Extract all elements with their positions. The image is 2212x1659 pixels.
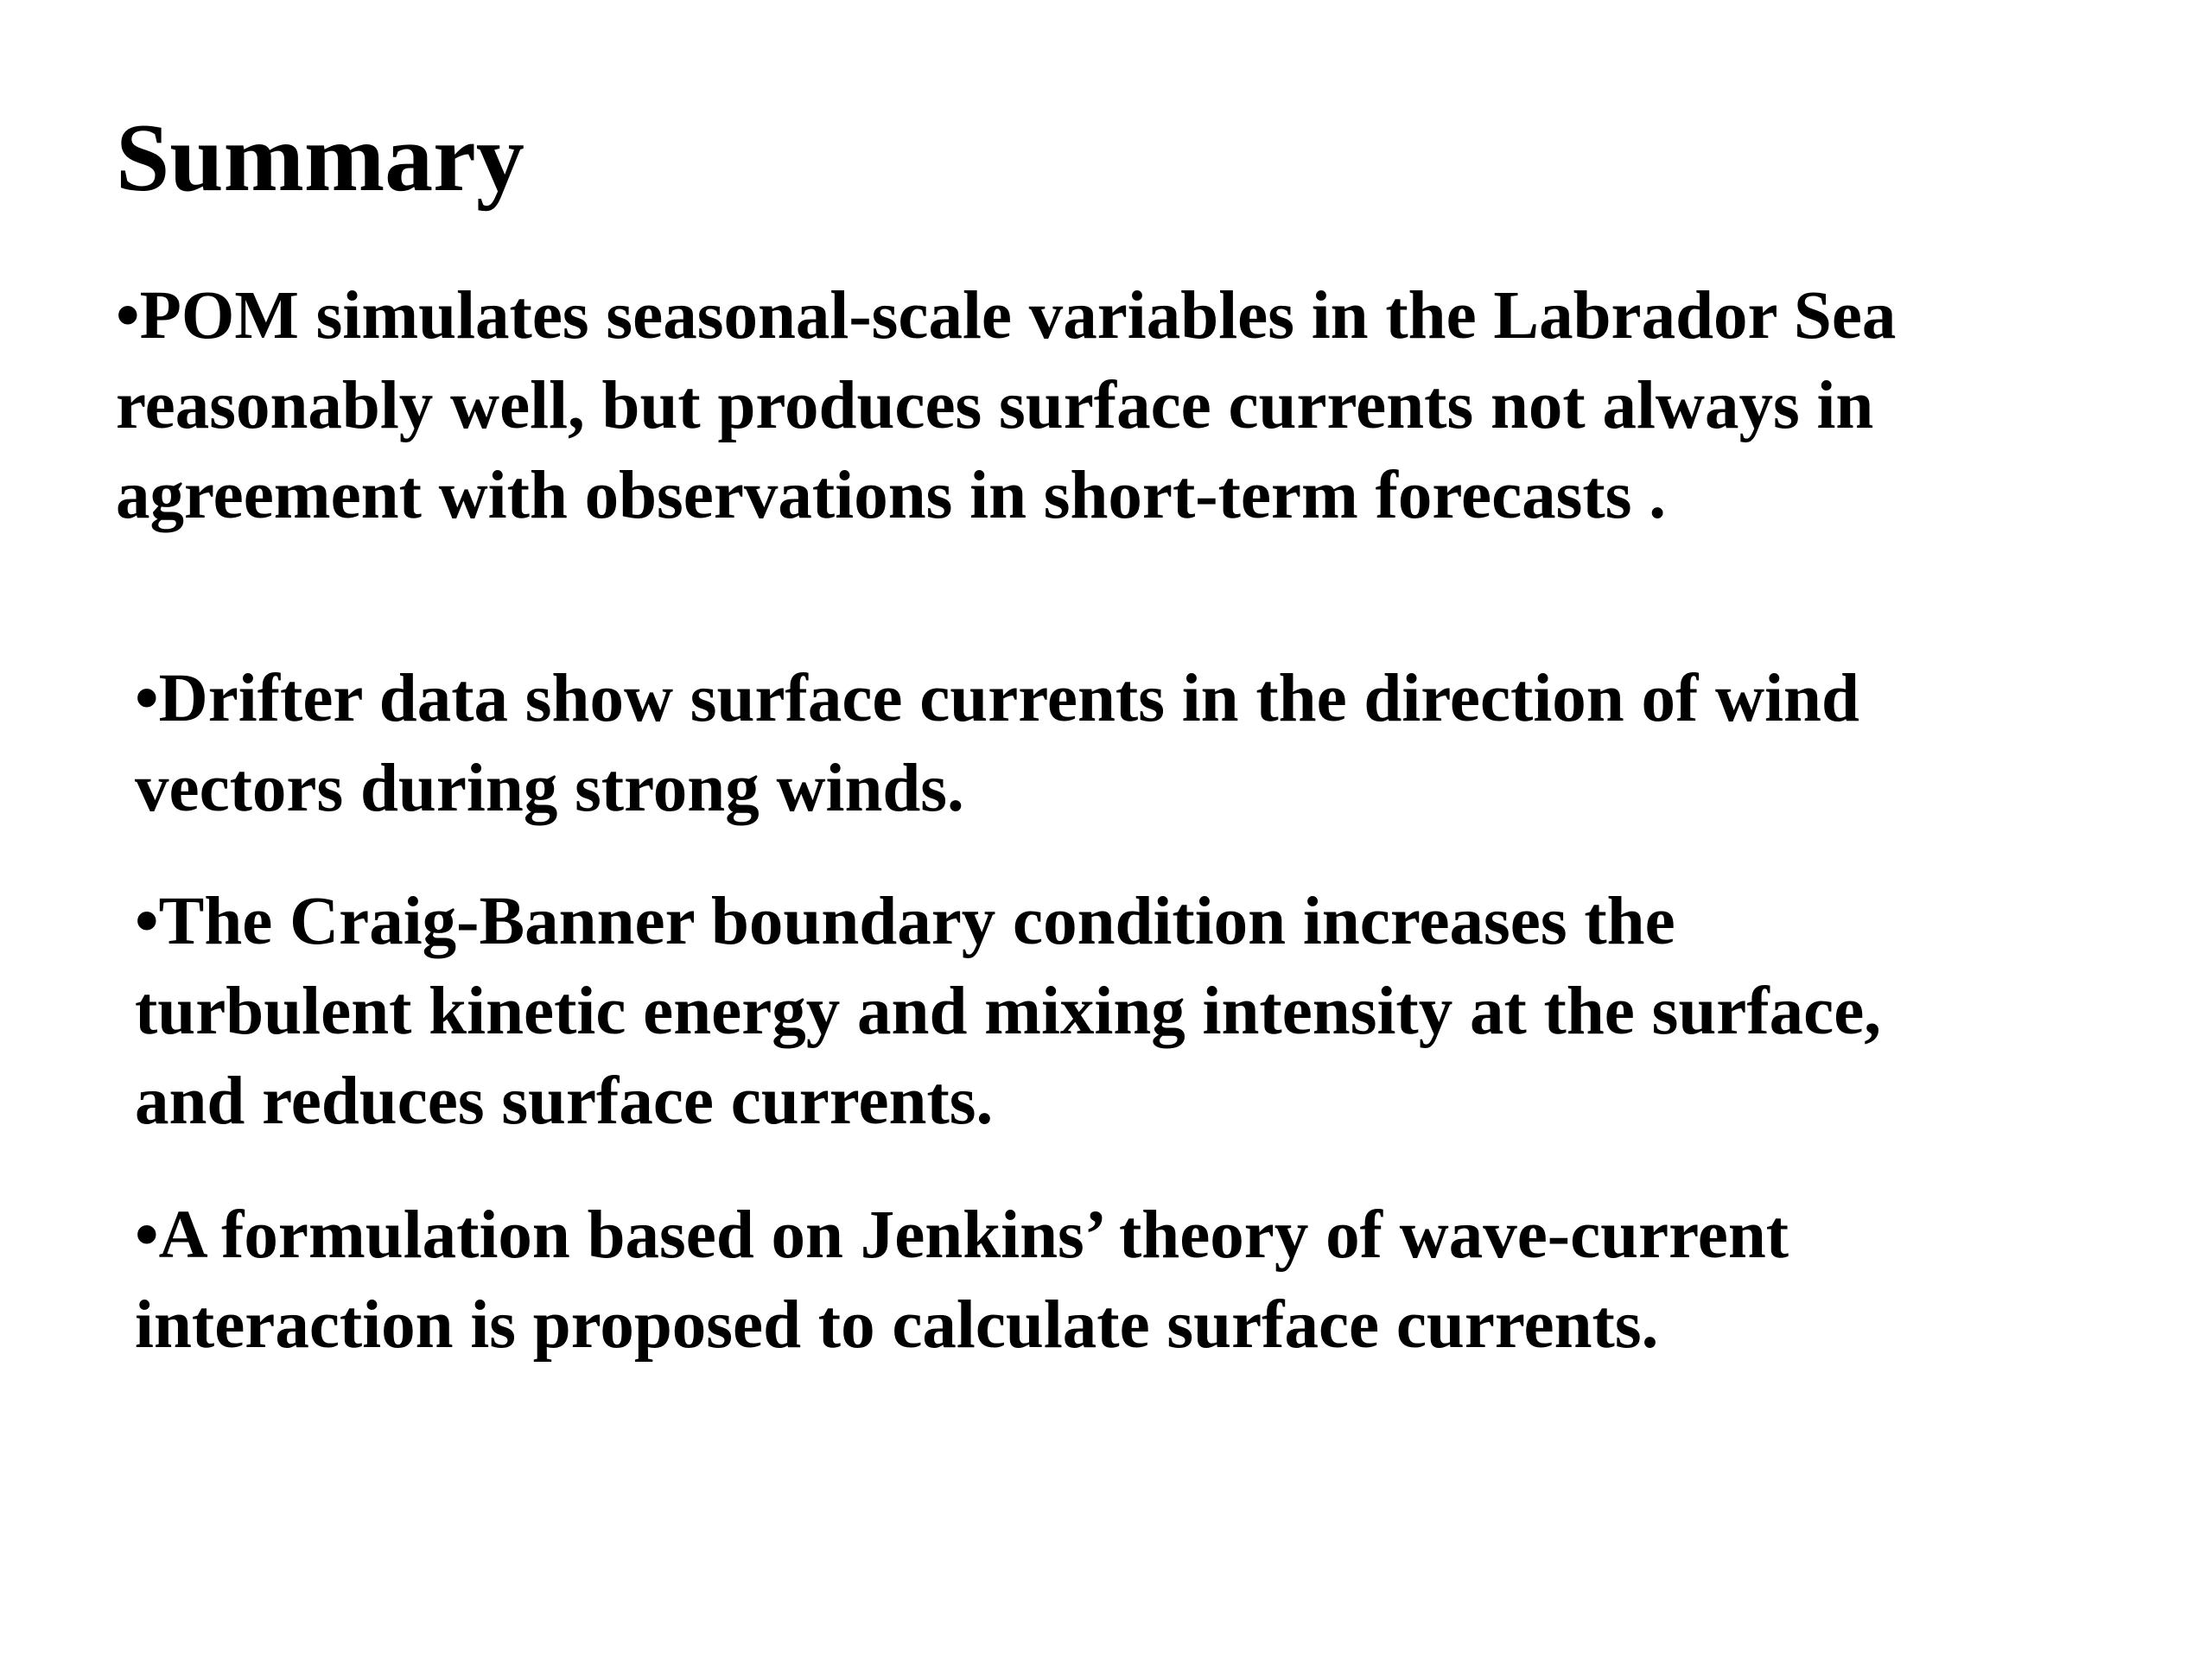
bullet-jenkins-theory	[135, 1191, 2209, 1370]
bullet-line: •Drifter data show surface currents in the direction of wind	[135, 661, 1859, 736]
bullet-craig-banner	[135, 877, 2209, 1147]
bullet-pom-simulation	[116, 271, 2190, 541]
bullet-line: reasonably well, but produces surface currents not always in	[116, 368, 1874, 443]
bullet-line: agreement with observations in short-term forecasts .	[116, 458, 1666, 533]
bullet-line: turbulent kinetic energy and mixing intensity at the surface,	[135, 974, 1882, 1049]
bullet-line: •The Craig-Banner boundary condition increases the	[135, 884, 1675, 959]
bullet-line: interaction is proposed to calculate surface currents.	[135, 1287, 1659, 1363]
bullet-line: •A formulation based on Jenkins’ theory of wave-current	[135, 1198, 1789, 1273]
bullet-drifter-data	[135, 654, 2209, 834]
bullet-line: and reduces surface currents.	[135, 1064, 994, 1139]
bullet-line: •POM simulates seasonal-scale variables in the Labrador Sea	[116, 278, 1897, 353]
bullet-line: vectors during strong winds.	[135, 751, 964, 826]
slide-title: Summary	[116, 105, 524, 212]
